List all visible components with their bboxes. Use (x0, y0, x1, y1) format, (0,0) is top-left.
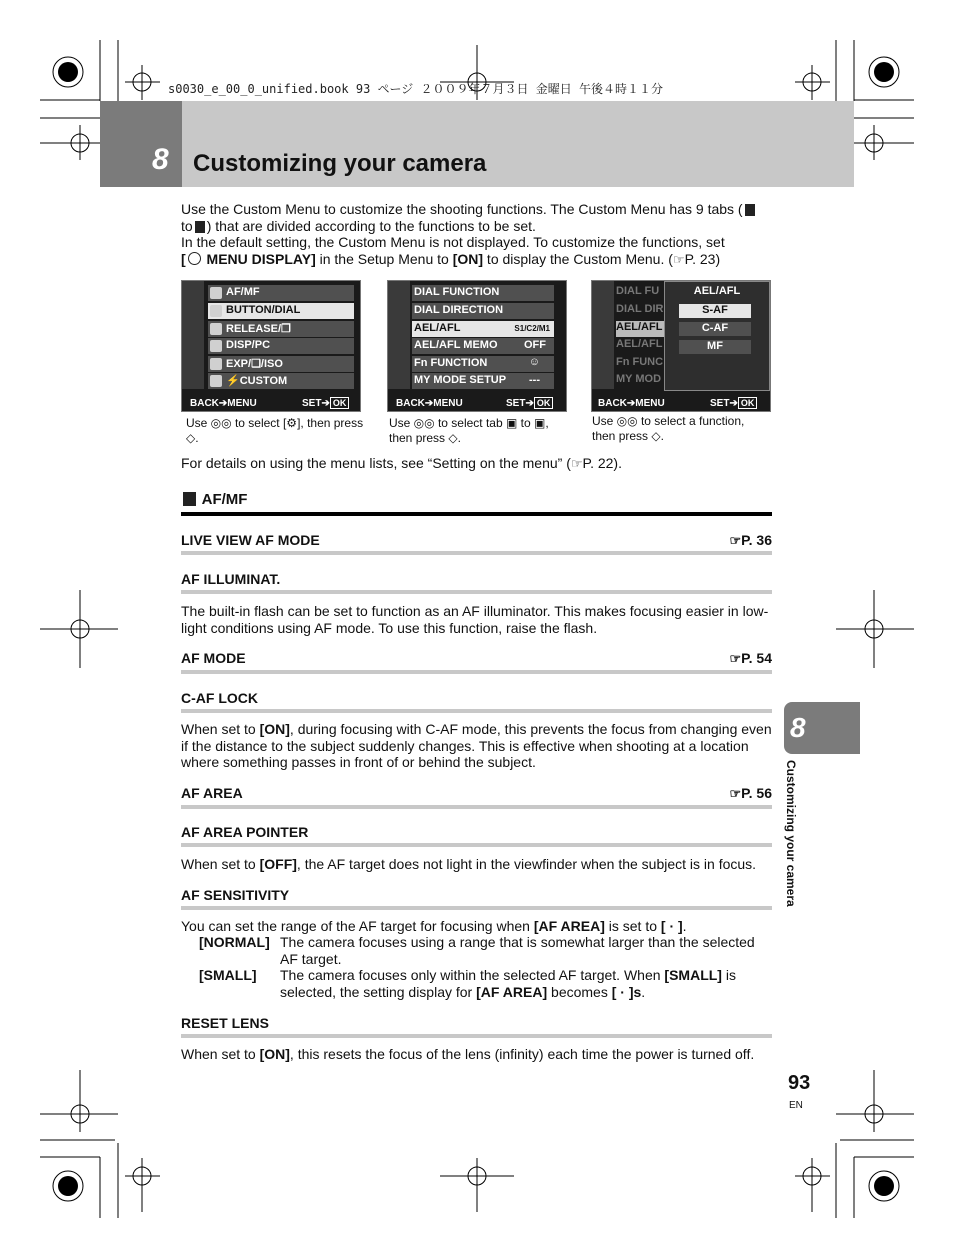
page-number: 93 (788, 1072, 811, 1094)
item-rule (181, 670, 772, 674)
item-rule (181, 805, 772, 809)
item-rule (181, 551, 772, 555)
menu-row: DIAL DIRECTION (412, 303, 554, 319)
menu-row: RELEASE/❐ (208, 321, 354, 337)
item-rule (181, 906, 772, 910)
chapter-number-chip (100, 101, 182, 187)
section-rule (181, 512, 772, 516)
set-label: SET➔ OK (302, 397, 349, 409)
item-text: When set to [OFF], the AF target does not light in the viewfinder when the subject is in focus. (181, 856, 757, 872)
item-rule (181, 709, 772, 713)
page-ref-icon: ☞ (672, 251, 685, 267)
details-line: For details on using the menu lists, see “Setting on the menu” (☞P. 22). (181, 455, 622, 471)
tab-a-icon (745, 204, 755, 216)
item-af-area-pointer: AF AREA POINTER (181, 824, 309, 840)
option-normal-label: [NORMAL] (199, 934, 270, 950)
option-small-label: [SMALL] (199, 967, 257, 983)
options-popup: AEL/AFL S-AF C-AF MF (664, 281, 770, 391)
screen-1-caption: Use ◎◎ to select [⚙], then press ◇. (186, 416, 364, 445)
item-af-sensitivity: AF SENSITIVITY (181, 887, 290, 903)
menu-row: DISP/PC (208, 338, 354, 354)
screen-3-caption: Use ◎◎ to select a function, then press ◇. (592, 414, 745, 443)
camera-screen-2 (387, 280, 567, 412)
item-af-mode: AF MODE ☞P. 54 (181, 650, 772, 666)
intro-paragraph: Use the Custom Menu to customize the shooting functions. The Custom Menu has 9 tabs ( to ) that are divided according to the functions to be set. In the default setting, the Custom Menu is not displayed. To customize the functions, set [ MENU DISPLAY] in the Setup Menu to [ON] to display the Custom Menu. (☞P. 23) (181, 201, 776, 268)
tab-a-icon (183, 492, 196, 506)
item-reset-lens: RESET LENS (181, 1015, 269, 1031)
side-chapter-number: 8 (790, 712, 806, 743)
item-rule (181, 843, 772, 847)
menu-row: AF/MF (208, 285, 354, 301)
menu-row: EXP/❑/ISO (208, 356, 354, 372)
back-label: BACK➔MENU (598, 398, 665, 409)
option-selected: S-AF (679, 304, 751, 318)
camera-screen-1 (181, 280, 361, 412)
menu-row: MY MODE SETUP --- (412, 373, 554, 389)
menu-side-tabs (182, 281, 204, 389)
item-text: You can set the range of the AF target for focusing when [AF AREA] is set to [ · ]. (181, 918, 687, 934)
set-label: SET➔ OK (710, 397, 757, 409)
menu-row: DIAL FUNCTION (412, 285, 554, 301)
option-small-text: The camera focuses only within the selected AF target. When [SMALL] is selected, the setting display for [AF AREA] becomes [ · ]s. (280, 967, 736, 1000)
menu-row: ⚡CUSTOM (208, 373, 354, 389)
item-text: When set to [ON], this resets the focus of the lens (infinity) each time the power is turned off. (181, 1046, 755, 1062)
option: MF (679, 340, 751, 354)
item-text: The built-in flash can be set to function as an AF illuminator. This makes focusing easier in low-light conditions using AF mode. To use this function, raise the flash. (181, 603, 769, 636)
tab-i-icon (195, 221, 205, 233)
page-lang: EN (789, 1100, 803, 1111)
menu-row: AEL/AFL MEMO OFF (412, 338, 554, 354)
side-chapter-label: Customizing your camera (784, 760, 798, 907)
menu-side-tabs (592, 281, 614, 389)
page-title: Customizing your camera (193, 150, 487, 177)
chapter-number: 8 (152, 143, 169, 176)
menu-row-selected: BUTTON/DIAL (208, 303, 354, 319)
option-normal-text: The camera focuses using a range that is somewhat larger than the selected AF target. (280, 934, 755, 967)
menu-row: Fn FUNCTION ☺ (412, 356, 554, 372)
set-label: SET➔ OK (506, 397, 553, 409)
menu-row-selected: AEL/AFL S1/C2/M1 (412, 321, 554, 337)
option: C-AF (679, 322, 751, 336)
back-label: BACK➔MENU (396, 398, 463, 409)
item-af-illuminat: AF ILLUMINAT. (181, 571, 281, 587)
back-label: BACK➔MENU (190, 398, 257, 409)
item-text: When set to [ON], during focusing with C-AF mode, this prevents the focus from changing even if the distance to the subject suddenly changes. This is effective when shooting at a location where something passes in front of or behind the subject. (181, 721, 772, 770)
custom-menu-gear-icon (188, 252, 201, 265)
item-af-area: AF AREA ☞P. 56 (181, 785, 772, 801)
item-rule (181, 590, 772, 594)
page-ref-icon: ☞ (570, 456, 583, 471)
section-title: AF/MF (181, 491, 247, 508)
item-rule (181, 1034, 772, 1038)
menu-side-tabs (388, 281, 410, 389)
camera-screen-3: DIAL FU DIAL DIR AEL/AFL AEL/AFL Fn FUNC MY MOD AEL/AFL S-AF C-AF MF BACK➔MENU SET➔ OK (591, 280, 771, 412)
item-caf-lock: C-AF LOCK (181, 690, 258, 706)
item-live-view-af-mode: LIVE VIEW AF MODE ☞P. 36 (181, 532, 772, 548)
screen-2-caption: Use ◎◎ to select tab ▣ to ▣, then press ◇. (389, 416, 549, 445)
print-header: s0030_e_00_0_unified.book 93 ページ ２００９年７月３日 金曜日 午後４時１１分 (168, 82, 663, 96)
